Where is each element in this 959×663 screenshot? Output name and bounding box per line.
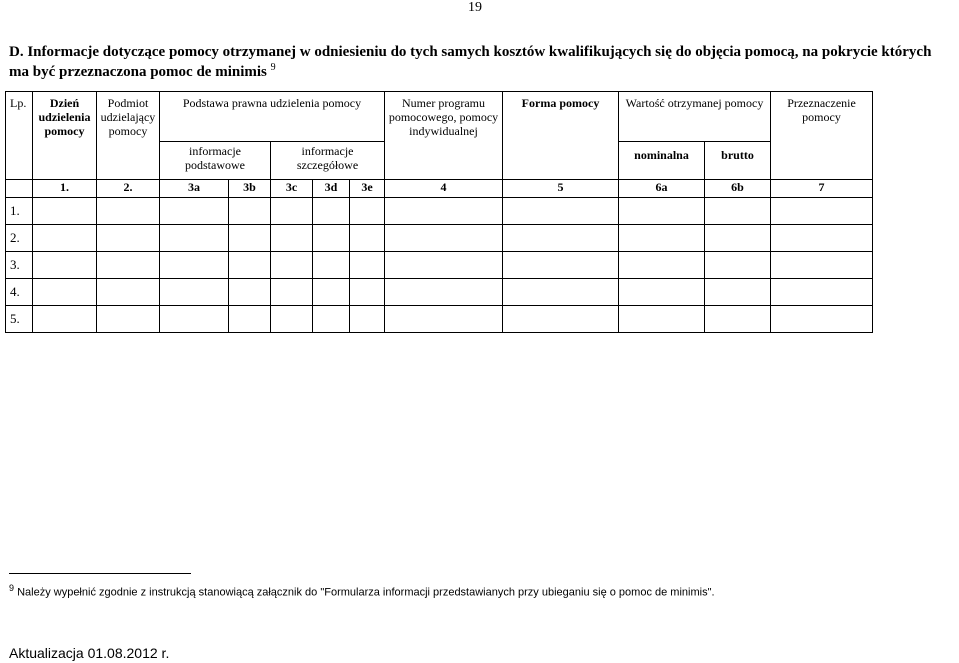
header-podstawa: Podstawa prawna udzielenia pomocy <box>160 92 385 142</box>
column-number: 3a <box>160 180 229 198</box>
column-number: 1. <box>33 180 97 198</box>
aid-table <box>5 91 873 333</box>
column-number: 2. <box>97 180 160 198</box>
row-number: 1. <box>6 198 33 225</box>
row-number: 4. <box>6 279 33 306</box>
table-row <box>6 306 873 333</box>
header-podmiot: Podmiot udzielający pomocy <box>97 92 160 180</box>
column-number: 7 <box>771 180 873 198</box>
footnote-text: Należy wypełnić zgodnie z instrukcją stanowiącą załącznik do "Formularza informacji przedstawianych przy ubieganiu się o pomoc de minimis". <box>17 586 715 599</box>
update-date: Aktualizacja 01.08.2012 r. <box>9 645 170 661</box>
column-number: 6b <box>705 180 771 198</box>
column-number: 4 <box>385 180 503 198</box>
heading-footnote-ref: 9 <box>270 62 276 73</box>
section-heading <box>9 44 954 80</box>
header-wartosc: Wartość otrzymanej pomocy <box>619 92 771 142</box>
table-row <box>6 252 873 279</box>
row-number: 5. <box>6 306 33 333</box>
table-row <box>6 198 873 225</box>
column-number: 3d <box>313 180 350 198</box>
column-number: 3b <box>229 180 271 198</box>
row-number: 3. <box>6 252 33 279</box>
page-number: 19 <box>468 0 482 15</box>
header-numer: Numer programu pomocowego, pomocy indywidualnej <box>385 92 503 180</box>
header-nominalna: nominalna <box>619 142 705 180</box>
column-number-spacer <box>6 180 33 198</box>
column-number: 3c <box>271 180 313 198</box>
column-number: 6a <box>619 180 705 198</box>
header-dzien: Dzień udzielenia pomocy <box>33 92 97 180</box>
table-row <box>6 225 873 252</box>
column-number: 5 <box>503 180 619 198</box>
section-heading-text: D. Informacje dotyczące pomocy otrzymanej w odniesieniu do tych samych kosztów kwalifikujących się do objęcia pomocą, na pokrycie których ma być przeznaczona pomoc de minimis <box>9 44 932 80</box>
footnote <box>9 583 715 599</box>
header-forma: Forma pomocy <box>503 92 619 180</box>
header-lp: Lp. <box>6 92 33 180</box>
column-number: 3e <box>350 180 385 198</box>
header-brutto: brutto <box>705 142 771 180</box>
header-przeznaczenie: Przeznaczenie pomocy <box>771 92 873 180</box>
header-szczegolowe: informacje szczegółowe <box>271 142 385 180</box>
table-row <box>6 279 873 306</box>
header-podstawowe: informacje podstawowe <box>160 142 271 180</box>
footnote-separator <box>9 573 191 574</box>
row-number: 2. <box>6 225 33 252</box>
footnote-mark: 9 <box>9 583 15 593</box>
